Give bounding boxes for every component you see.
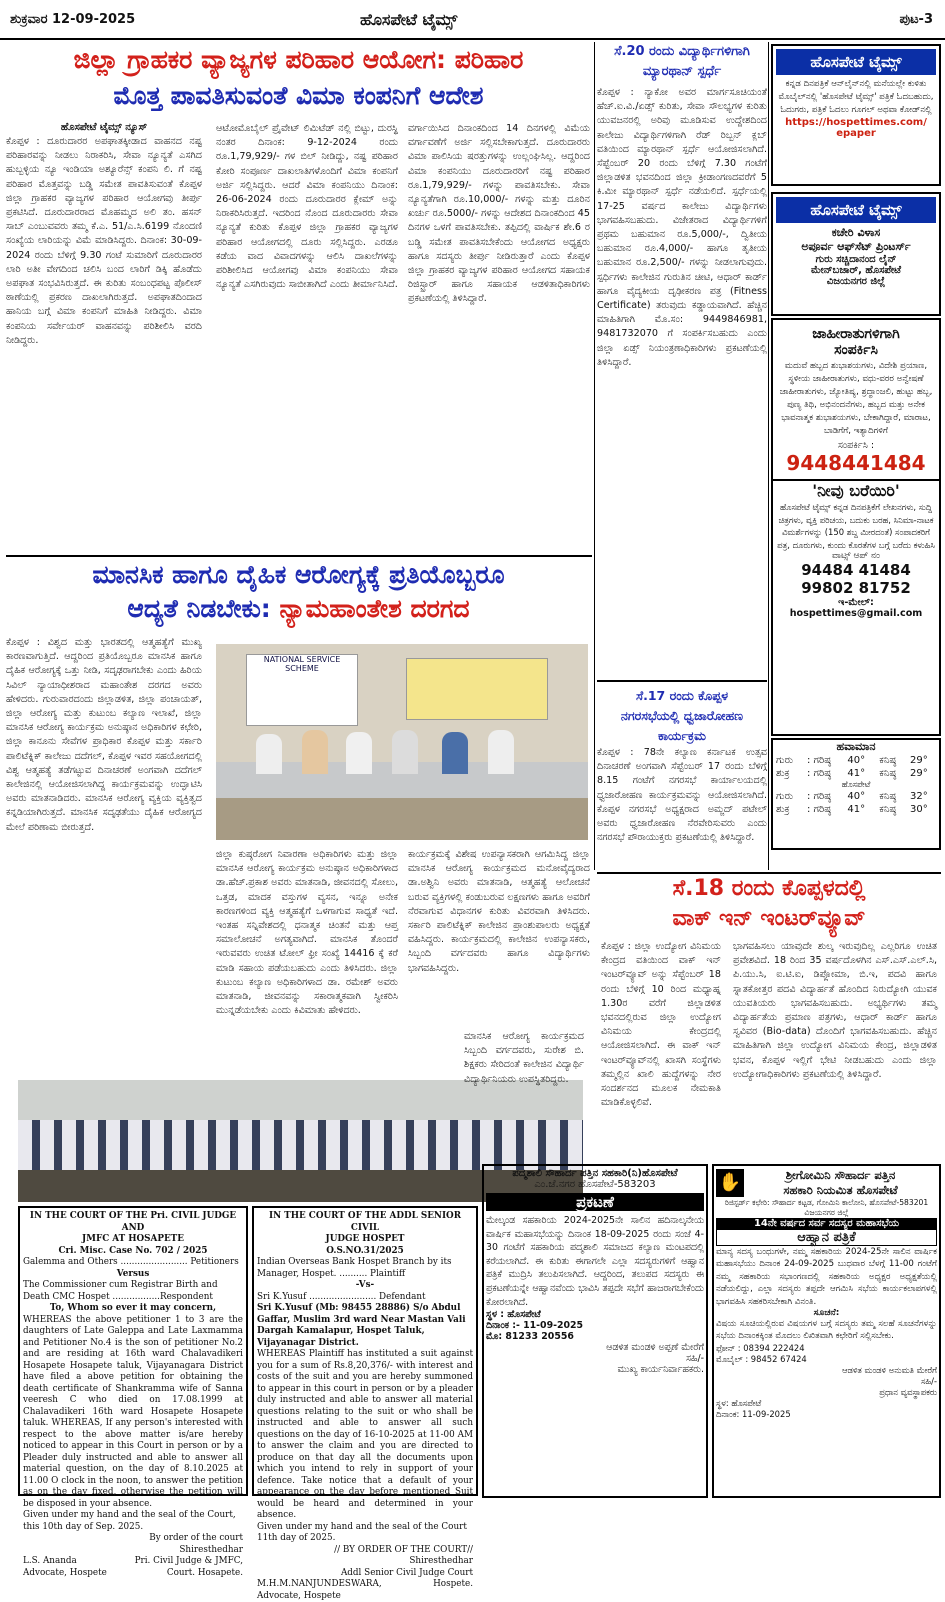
- article-headline-2: ನಗರಸಭೆಯಲ್ಲಿ ಧ್ವಜಾರೋಹಣ: [597, 706, 767, 726]
- paper-name: ಹೊಸಪೇಟೆ ಟೈಮ್ಸ್: [360, 10, 457, 30]
- office-address-2: ಮೇನ್‌ಬಜಾರ್, ಹೊಸಪೇಟೆ: [773, 265, 939, 276]
- notice-date: ದಿನಾಂಕ :- 11-09-2025: [486, 1320, 704, 1331]
- article-headline: ಸೆ.18 ರಂದು ಕೊಪ್ಪಳದಲ್ಲಿ: [597, 874, 941, 904]
- article-headline-2: ಮೊತ್ತ ಪಾವತಿಸುವಂತೆ ವಿಮಾ ಕಂಪನಿಗೆ ಆದೇಶ: [6, 78, 591, 114]
- weather-city: ಹೊಸಪೇಟೆ: [773, 780, 939, 790]
- article-headline-2: ಆದ್ಯತೆ ನಿಡಬೇಕು: ನ್ಯಾಮಹಾಂತೇಶ ದರಗದ: [6, 592, 591, 626]
- gomini-notice: [712, 1164, 941, 1498]
- weather-row: ಶುಕ್ರ : ಗರಿಷ್ಠ 41° ಕನಿಷ್ಠ 30°: [773, 803, 939, 816]
- phone-2: ಮೊಬೈಲ್ : 98452 67424: [716, 1354, 937, 1365]
- article-headline: ಸೆ.20 ರಂದು ವಿದ್ಯಾರ್ಥಿಗಳಿಗಾಗಿ: [597, 42, 767, 62]
- page-number: ಪುಟ-3: [899, 12, 933, 27]
- note-body: ವಿಷಯ ಸೂಚಿಯಲ್ಲಿರುವ ವಿಷಯಗಳ ಬಗ್ಗೆ ಸದಸ್ಯರು ತಮ್ಮ ಸಲಹೆ ಸೂಚನೆಗಳನ್ನು ಸಭೆಯ ದಿನಾಂಕಕ್ಕಿಂತ ಮೊದಲು ಲಿಖಿತವಾಗಿ ಕಛೇರಿಗೆ ಸಲ್ಲಿಸಬೇಕು.: [716, 1318, 937, 1343]
- officer: ಪ್ರಧಾನ ವ್ಯವಸ್ಥಾಪಕರು: [716, 1387, 937, 1398]
- article-column-2: ಭಾಗವಹಿಸಲು ಯಾವುದೇ ಶುಲ್ಕ ಇರುವುದಿಲ್ಲ ಎಲ್ಲರಿಗೂ ಉಚಿತ ಪ್ರವೇಶವಿದೆ. 18 ರಿಂದ 35 ವರ್ಷದೊಳಗಿನ ಎಸ್.ಎಸ್.ಎಲ್.ಸಿ, ಪಿ.ಯು.ಸಿ, ಐ.ಟಿ.ಐ, ಡಿಪ್ಲೋಮಾ, ಬಿ.ಇ, ಪದವಿ ಹಾಗೂ ಸ್ನಾತಕೋತ್ತರ ಪದವಿ ವಿದ್ಯಾರ್ಹತೆ ಹೊಂದಿದ ನಿರುದ್ಯೋಗಿ ಯುವಕ ಯುವತಿಯರು ಭಾಗವಹಿಸಬಹುದು. ಅಭ್ಯರ್ಥಿಗಳು ತಮ್ಮ ವಿದ್ಯಾರ್ಹತೆಯ ಪ್ರಮಾಣ ಪತ್ರಗಳು, ಆಧಾರ್ ಕಾರ್ಡ್ ಹಾಗೂ ಸ್ವವಿವರ (Bio-data) ದೊಂದಿಗೆ ಭಾಗವಹಿಸಬಹುದು. ಹೆಚ್ಚಿನ ಮಾಹಿತಿಗಾಗಿ ಜಿಲ್ಲಾ ಉದ್ಯೋಗ ವಿನಿಮಯ ಕೇಂದ್ರ, ಜಿಲ್ಲಾಡಳಿತ ಭವನ, ಕೊಪ್ಪಳ ಇಲ್ಲಿಗೆ ಭೇಟಿ ನೀಡಬಹುದು ಎಂದು ಜಿಲ್ಲಾ ಉದ್ಯೋಗಾಧಿಕಾರಿಗಳು ಪ್ರಕಟಣೆಯಲ್ಲಿ ತಿಳಿಸಿದ್ದಾರೆ.: [733, 940, 937, 1082]
- article-column-3: ಕಾರ್ಯಕ್ರಮಕ್ಕೆ ವಿಶೇಷ ಉಪನ್ಯಾಸಕರಾಗಿ ಆಗಮಿಸಿದ್ದ ಜಿಲ್ಲಾ ಮಾನಸಿಕ ಆರೋಗ್ಯ ಕಾರ್ಯಕ್ರಮದ ಮನೋವೈದ್ಯರಾದ ಡಾ.ಅಶ್ವಿನಿ ಅವರು ಮಾತನಾಡಿ, ಆತ್ಮಹತ್ಯೆ ಆಲೋಚನೆ ಬರುವ ವ್ಯಕ್ತಿಗಳಲ್ಲಿ ಕಂಡುಬರುವ ಲಕ್ಷಣಗಳು ಹಾಗೂ ಅವರಿಗೆ ನೆರವಾಗುವ ವಿಧಾನಗಳ ಕುರಿತು ವಿವರವಾಗಿ ತಿಳಿಸಿದರು. ಸರ್ಕಾರಿ ಪಾಲಿಟೆಕ್ನಿಕ್ ಕಾಲೇಜಿನ ಪ್ರಾಂಶುಪಾಲರು ಅಧ್ಯಕ್ಷತೆ ವಹಿಸಿದ್ದರು. ಕಾರ್ಯಕ್ರಮದಲ್ಲಿ ಕಾಲೇಜಿನ ಉಪನ್ಯಾಸಕರು, ಸಿಬ್ಬಂದಿ ವರ್ಗದವರು ಹಾಗೂ ವಿದ್ಯಾರ್ಥಿಗಳು ಭಾಗವಹಿಸಿದ್ದರು.: [408, 848, 590, 976]
- notice-body: ಮಾನ್ಯ ಸದಸ್ಯ ಬಂಧುಗಳೇ, ನಮ್ಮ ಸಹಕಾರಿಯ 2024-25ನೇ ಸಾಲಿನ ವಾರ್ಷಿಕ ಮಹಾಸಭೆಯು ದಿನಾಂಕ 24-09-2025 ಬುಧವಾರ ಬೆಳಗ್ಗೆ 11-00 ಗಂಟೆಗೆ ನಮ್ಮ ಸಹಕಾರಿಯ ಸಭಾಂಗಣದಲ್ಲಿ ಸಹಕಾರಿಯ ಅಧ್ಯಕ್ಷರ ಅಧ್ಯಕ್ಷತೆಯಲ್ಲಿ ನಡೆಯಲಿದ್ದು, ಎಲ್ಲಾ ಸದಸ್ಯರು ತಪ್ಪದೇ ಆಗಮಿಸಿ ಸಭೆಯ ಕಾರ್ಯಕಲಾಪಗಳಲ್ಲಿ ಭಾಗವಹಿಸಿ ಸಹಕರಿಸಬೇಕಾಗಿ ವಿನಂತಿ.: [716, 1246, 937, 1308]
- signature-row: L.S. Ananda Pri. Civil Judge & JMFC,: [23, 1556, 243, 1568]
- weather-row: ಗುರು : ಗರಿಷ್ಠ 40° ಕನಿಷ್ಠ 29°: [773, 754, 939, 767]
- signer: Shiresthedhar: [23, 1545, 243, 1557]
- bank-name: ಪದ್ಮಶಾಲಿ ಸೌಹಾರ್ದ ಪತ್ತಿನ ಸಹಕಾರಿ(ನಿ)ಹೊಸಪೇಟೆ: [486, 1168, 704, 1179]
- signature: ಸಹಿ/-: [486, 1353, 704, 1364]
- note-title: ಸೂಚನೆ:: [716, 1308, 937, 1318]
- flag-hoisting-article: [597, 680, 767, 868]
- consumer-court-article: [6, 42, 591, 554]
- bank-header: [716, 1168, 937, 1198]
- office-box: [771, 192, 941, 316]
- phone-number: 9448441484: [773, 451, 939, 475]
- versus: -Vs-: [257, 1280, 473, 1292]
- weather-title: ಹವಾಮಾನ: [773, 740, 939, 754]
- office-name: ಅಪೂರ್ವ ಆಫ್‌ಸೆಟ್ ಪ್ರಿಂಟರ್ಸ್: [773, 240, 939, 254]
- article-headline: ಸೆ.17 ರಂದು ಕೊಪ್ಪಳ: [597, 686, 767, 706]
- banner-2: [406, 658, 548, 720]
- signer-title: Addl Senior Civil Judge Court: [257, 1568, 473, 1580]
- signature-row-2: Advocate, Hospete Court. Hosapete.: [23, 1568, 243, 1580]
- notice-body: WHEREAS Plaintiff has instituted a suit against you for a sum of Rs.8,20,376/- with interest and costs of the suit and you are hereby summoned to appear in this court in person or by a pleader duly instructed and able to answer all material questions relating to the suit or who shall be instructed and able to answer all such questions on the day of 16-10-2025 at 11-00 AM to answer the claim and you are directed to produce on that day all the documents upon which you intend to rely in support of your defence. Take notice that a default of your appearance on the day before mentioned Suit would be heard and determined in your absence.: [257, 1349, 473, 1522]
- signature: ಸಹಿ/-: [716, 1376, 937, 1387]
- weather-table-2: [773, 790, 939, 816]
- ads-title-2: ಸಂಪರ್ಕಿಸಿ: [773, 342, 939, 358]
- court-notice-1: [18, 1206, 248, 1496]
- brand-text: ಕನ್ನಡ ದಿನಪತ್ರಿಕೆ ಆನ್‌ಲೈನ್‌ನಲ್ಲಿ ಮನೆಯಲ್ಲೇ ಕುಳಿತು ಮೊಬೈಲ್‌ನಲ್ಲಿ 'ಹೊಸಪೇಟೆ ಟೈಮ್ಸ್' ಪತ್ರಿಕೆ ಓದಬಹುದು, ಓದುಗರು, ಪತ್ರಿಕೆ ಓದಲು ಗೂಗಲ್ ಅಥವಾ ಕೋಡ್‌ನಲ್ಲಿ: [773, 78, 939, 117]
- article-headline-2: ವಾಕ್ ಇನ್ ಇಂಟರ್‌ವ್ಯೂವ್: [597, 904, 941, 934]
- brand-title: ಹೊಸಪೇಟೆ ಟೈಮ್ಸ್: [776, 49, 936, 75]
- epaper-link-suffix[interactable]: epaper: [773, 128, 939, 139]
- article-body: ಕೊಪ್ಪಳ : 78ನೇ ಕಲ್ಯಾಣ ಕರ್ನಾಟಕ ಉತ್ಸವ ದಿನಾಚರಣೆ ಅಂಗವಾಗಿ ಸೆಪ್ಟೆಂಬರ್ 17 ರಂದು ಬೆಳಿಗ್ಗೆ 8.15 ಗಂಟೆಗೆ ನಗರಸಭೆ ಕಾರ್ಯಾಲಯದಲ್ಲಿ ಧ್ವಜಾರೋಹಣ ಕಾರ್ಯಕ್ರಮವನ್ನು ಆಯೋಜಿಸಲಾಗಿದೆ. ಕೊಪ್ಪಳ ನಗರಸಭೆ ಅಧ್ಯಕ್ಷರಾದ ಅಮ್ಜದ್ ಪಟೇಲ್ ಅವರು ಧ್ವಜಾರೋಹಣ ನೆರವೇರಿಸುವರು ಎಂದು ನಗರಸಭೆ ಪೌರಾಯುಕ್ತರು ಪ್ರಕಟಣೆಯಲ್ಲಿ ತಿಳಿಸಿದ್ದಾರೆ.: [597, 746, 767, 845]
- notice-place: ಸ್ಥಳ : ಹೊಸಪೇಟೆ: [486, 1309, 704, 1320]
- plaintiff: Indian Overseas Bank Hospet Branch by its Manager, Hospet. .......... Plaintiff: [257, 1257, 473, 1280]
- padmashali-notice: [482, 1164, 708, 1498]
- email-row: ಇ-ಮೇಲ್: hospettimes@gmail.com: [773, 597, 939, 619]
- respondent: The Commissioner cum Registrar Birth and Death CMC Hospet .................Respondent: [23, 1280, 243, 1303]
- article-headline: ಜಿಲ್ಲಾ ಗ್ರಾಹಕರ ವ್ಯಾಜ್ಯಗಳ ಪರಿಹಾರ ಆಯೋಗ: ಪರಿಹಾರ: [6, 42, 591, 78]
- phone-number-2: 94484 41484: [773, 561, 939, 579]
- contact-label: ಸಂಪರ್ಕಿಸಿ :: [773, 440, 939, 451]
- article-headline: ಮಾನಸಿಕ ಹಾಗೂ ದೈಹಿಕ ಆರೋಗ್ಯಕ್ಕೆ ಪ್ರತಿಯೊಬ್ಬರೂ: [6, 558, 591, 592]
- given-line: Given under my hand and the seal of the Court 11th day of 2025.: [257, 1522, 473, 1545]
- article-headline-2: ಮ್ಯಾರಥಾನ್ ಸ್ಪರ್ಧೆ: [597, 62, 767, 82]
- invite-title: ಆಹ್ವಾನ ಪತ್ರಿಕೆ: [716, 1229, 937, 1246]
- by-order: // BY ORDER OF THE COURT//: [257, 1545, 473, 1557]
- defendant-address: Sri K.Yusuf (Mb: 98455 28886) S/o Abdul Gaffar, Muslim 3rd ward Near Mastan Vali Dargah Kamalapur, Hospet Taluk, Vijayanagar District.: [257, 1303, 473, 1349]
- court-title: IN THE COURT OF THE ADDL SENIOR CIVIL: [257, 1211, 473, 1234]
- epaper-link[interactable]: https://hospettimes.com/: [773, 117, 939, 128]
- advocate-place: Advocate, Hospete: [257, 1591, 473, 1602]
- write-title: 'ನೀವು ಬರೆಯಿರಿ': [773, 479, 939, 501]
- mental-health-article: [6, 558, 591, 1070]
- email-link[interactable]: hospettimes@gmail.com: [790, 608, 923, 619]
- case-number: Cri. Misc. Case No. 702 / 2025: [23, 1246, 243, 1258]
- column-rule: [768, 42, 769, 870]
- notice-place: ಸ್ಥಳ: ಹೊಸಪೇಟೆ: [716, 1398, 937, 1409]
- page-header: [0, 0, 945, 40]
- article-headline-3: ಕಾರ್ಯಕ್ರಮ: [597, 726, 767, 746]
- board-line: ಆಡಳಿತ ಮಂಡಳಿ ಅನುಮತಿ ಮೇರೆಗೆ: [716, 1365, 937, 1376]
- notice-body: ಮೇಲ್ಕಂಡ ಸಹಕಾರಿಯ 2024-2025ನೇ ಸಾಲಿನ ಹದಿನಾಲ್ಕನೇಯ ವಾರ್ಷಿಕ ಮಹಾಸಭೆಯನ್ನು ದಿನಾಂಕ 18-09-2025 ರಂದು ಸಂಜೆ 4-30 ಗಂಟೆಗೆ ಸಹಕಾರಿಯ ಪದ್ಮಶಾಲಿ ಸಮಾಜದ ಕಲ್ಯಾಣ ಮಂಟಪದಲ್ಲಿ ಕರೆಯಲಾಗಿದೆ. ಈ ಕುರಿತು ಈಗಾಗಲೇ ಎಲ್ಲಾ ಸದಸ್ಯರುಗಳಿಗೆ ಆಹ್ವಾನ ಪತ್ರಿಕೆ ಮುದ್ರಿಸಿ ತಲುಪಿಸಲಾಗಿದೆ. ಆದ್ದರಿಂದ, ತಲುಪದ ಸದಸ್ಯರು ಈ ಪ್ರಕಟಣೆಯನ್ನೇ ಆಹ್ವಾನವೆಂದು ಭಾವಿಸಿ ತಪ್ಪದೇ ಸಭೆಗೆ ಹಾಜರಾಗಬೇಕೆಂದು ಕೋರಲಾಗಿದೆ.: [486, 1214, 704, 1309]
- person-4: [392, 730, 418, 774]
- column-rule: [594, 42, 595, 870]
- office-title: ಹೊಸಪೇಟೆ ಟೈಮ್ಸ್: [776, 197, 936, 223]
- ads-title: ಜಾಹೀರಾತುಗಳಿಗಾಗಿ: [773, 326, 939, 342]
- article-column-2: ಆಟೋಮೊಬೈಲ್ ಪ್ರೈವೇಟ್ ಲಿಮಿಟೆಡ್ ನಲ್ಲಿ ಬಿಟ್ಟು, ದುರಸ್ಥಿ ನಂತರ ದಿನಾಂಕ: 9-12-2024 ರಂದು ರೂ.1,79,929/- ಗಳ ಬಿಲ್ ನೀಡಿದ್ದು, ನಷ್ಟ ಪರಿಹಾರ ಕೋರಿ ಸಂಪೂರ್ಣ ದಾಖಲಾತಿಗಳೊಂದಿಗೆ ವಿಮಾ ಕಂಪನಿಗೆ ಅರ್ಜಿ ಸಲ್ಲಿಸಿದ್ದರು. ಆದರೆ ವಿಮಾ ಕಂಪನಿಯು ದಿನಾಂಕ: 26-06-2024 ರಂದು ದೂರುದಾರರ ಕ್ಲೇಮ್ ಅನ್ನು ನಿರಾಕರಿಸಿರುತ್ತದೆ. ಇದರಿಂದ ನೊಂದ ದೂರುದಾರರು ಸೇವಾ ನ್ಯೂನ್ಯತೆ ಕುರಿತು ಕೊಪ್ಪಳ ಜಿಲ್ಲಾ ಗ್ರಾಹಕರ ವ್ಯಾಜ್ಯಗಳ ಪರಿಹಾರ ಆಯೋಗದಲ್ಲಿ ದೂರು ಸಲ್ಲಿಸಿದ್ದರು. ಎರಡೂ ಕಡೆಯ ವಾದ ವಿವಾದಗಳನ್ನು ಆಲಿಸಿ ದಾಖಲೆಗಳನ್ನು ಪರಿಶೀಲಿಸಿದ ಆಯೋಗವು ವಿಮಾ ಕಂಪನಿಯು ಸೇವಾ ನ್ಯೂನ್ಯತೆ ಎಸಗಿರುವುದು ಸಾಬೀತಾಗಿದೆ ಎಂದು ತೀರ್ಮಾನಿಸಿದೆ.: [216, 122, 398, 292]
- office-address-3: ವಿಜಯನಗರ ಜಿಲ್ಲೆ: [773, 276, 939, 287]
- bank-name: ಶ್ರೀಗೋಮಿನಿ ಸೌಹಾರ್ದ ಪತ್ತಿನ: [744, 1168, 937, 1183]
- meeting-title: 14ನೇ ವರ್ಷದ ಸರ್ವ ಸದಸ್ಯರ ಮಹಾಸಭೆಯ: [716, 1218, 937, 1229]
- article-column-2: ಜಿಲ್ಲಾ ಕುಷ್ಠರೋಗ ನಿವಾರಣಾ ಅಧಿಕಾರಿಗಳು ಮತ್ತು ಜಿಲ್ಲಾ ಮಾನಸಿಕ ಆರೋಗ್ಯ ಕಾರ್ಯಕ್ರಮ ಅನುಷ್ಠಾನ ಅಧಿಕಾರಿಗಳಾದ ಡಾ.ಹೆಚ್.ಪ್ರಕಾಶ ಅವರು ಮಾತನಾಡಿ, ಜೀವನದಲ್ಲಿ ಸೋಲು, ಒತ್ತಡ, ಮಾದಕ ವಸ್ತುಗಳ ವ್ಯಸನ, ಇನ್ನೂ ಅನೇಕ ಕಾರಣಗಳಿಂದ ವ್ಯಕ್ತಿ ಆತ್ಮಹತ್ಯೆಗೆ ಒಳಗಾಗುವ ಸಾಧ್ಯತೆ ಇದೆ. ಇಂತಹ ಸನ್ನಿವೇಶದಲ್ಲಿ ಧನಾತ್ಮಕ ಚಿಂತನೆ ಮತ್ತು ಆಪ್ತ ಸಮಾಲೋಚನೆ ಅಗತ್ಯವಾಗಿದೆ. ಮಾನಸಿಕ ತೊಂದರೆ ಇರುವವರು ಉಚಿತ ಟೋಲ್ ಫ್ರೀ ಸಂಖ್ಯೆ 14416 ಕ್ಕೆ ಕರೆ ಮಾಡಿ ಸಹಾಯ ಪಡೆಯಬಹುದು ಎಂದು ತಿಳಿಸಿದರು. ಜಿಲ್ಲಾ ಕುಟುಂಬ ಕಲ್ಯಾಣ ಅಧಿಕಾರಿಗಳಾದ ಡಾ. ರಮೇಶ್ ಅವರು ಮಾತನಾಡಿ, ಜೀವನವನ್ನು ಸಕಾರಾತ್ಮಕವಾಗಿ ಸ್ವೀಕರಿಸಿ ಮುನ್ನಡೆಯಬೇಕು ಎಂದು ಕಿವಿಮಾತು ಹೇಳಿದರು.: [216, 848, 398, 1018]
- person-6: [488, 730, 514, 774]
- case-number: O.S.NO.31/2025: [257, 1246, 473, 1258]
- weather-table: [773, 754, 939, 780]
- court-title-2: JUDGE HOSPET: [257, 1234, 473, 1246]
- event-photo: [216, 644, 588, 840]
- bank-address: ಎಂ.ಜೆ.ನಗರ ಹೊಸಪೇಟೆ-583203: [486, 1179, 704, 1190]
- court-notice-2: [252, 1206, 478, 1496]
- byline: ಹೊಸಪೇಟೆ ಟೈಮ್ಸ್ ನ್ಯೂಸ್: [6, 122, 202, 133]
- write-text: ಹೊಸಪೇಟೆ ಟೈಮ್ಸ್ ಕನ್ನಡ ದಿನಪತ್ರಿಕೆಗೆ ಲೇಖನಗಳು, ಸುದ್ದಿ ಚಿತ್ರಗಳು, ವ್ಯಕ್ತಿ ಪರಿಚಯ, ಬದುಕು ಬರಹ, ಸಿನಿಮಾ-ನಾಟಕ ವಿಮರ್ಶೆಗಳನ್ನು (150 ಶಬ್ದ ಮೀರದಂತೆ) ಸಂಪಾದಕರಿಗೆ ಪತ್ರ, ದೂರುಗಳು, ಕುಂದು ಕೊರತೆಗಳ ಬಗ್ಗೆ ಬರೆದು ಕಳುಹಿಸಿ: [773, 501, 939, 551]
- weather-row: ಗುರು : ಗರಿಷ್ಠ 40° ಕನಿಷ್ಠ 32°: [773, 790, 939, 803]
- brand-box: [771, 44, 941, 186]
- weather-row: ಶುಕ್ರ : ಗರಿಷ್ಠ 41° ಕನಿಷ್ಠ 29°: [773, 767, 939, 780]
- given-line: Given under my hand and the seal of the Court, this 10th day of Sep. 2025.: [23, 1510, 243, 1533]
- signer: Shiresthedhar: [257, 1556, 473, 1568]
- person-1: [256, 734, 282, 774]
- to-line: To, Whom so ever it may concern,: [23, 1303, 243, 1315]
- notice-date: ದಿನಾಂಕ: 11-09-2025: [716, 1409, 937, 1420]
- issue-date: ಶುಕ್ರವಾರ 12-09-2025: [10, 12, 135, 27]
- office-address-1: ಗುರು ಸಚ್ಚಿದಾನಂದ ಲೈನ್: [773, 254, 939, 265]
- article-body: ಕೊಪ್ಪಳ : ನ್ಯಾಕೋ ಅವರ ಮಾರ್ಗಸೂಚಿಯಂತೆ ಹೆಚ್.ಐ.ವಿ./ಏಡ್ಸ್ ಕುರಿತು, ಸೇವಾ ಸೌಲಭ್ಯಗಳ ಕುರಿತು ಯುವಜನರಲ್ಲಿ ಅರಿವು ಮೂಡಿಸುವ ಉದ್ದೇಶದಿಂದ ಕಾಲೇಜು ವಿದ್ಯಾರ್ಥಿಗಳಿಗಾಗಿ ರೆಡ್ ರಿಬ್ಬನ್ ಕ್ಲಬ್ ವತಿಯಿಂದ ಮ್ಯಾರಥಾನ್ ಸ್ಪರ್ಧೆ ಆಯೋಜಿಸಲಾಗಿದೆ. ಸೆಪ್ಟೆಂಬರ್ 20 ರಂದು ಬೆಳಿಗ್ಗೆ 7.30 ಗಂಟೆಗೆ ಜಿಲ್ಲಾಡಳಿತ ಭವನದಿಂದ ಜಿಲ್ಲಾ ಕ್ರೀಡಾಂಗಣದವರೆಗೆ 5 ಕಿ.ಮೀ ಮ್ಯಾರಥಾನ್ ಸ್ಪರ್ಧೆ ನಡೆಯಲಿದೆ. ಸ್ಪರ್ಧೆಯಲ್ಲಿ 17-25 ವರ್ಷದ ಕಾಲೇಜು ವಿದ್ಯಾರ್ಥಿಗಳು ಭಾಗವಹಿಸಬಹುದು. ವಿಜೇತರಾದ ವಿದ್ಯಾರ್ಥಿಗಳಿಗೆ ಪ್ರಥಮ ಬಹುಮಾನ ರೂ.5,000/-, ದ್ವಿತೀಯ ಬಹುಮಾನ ರೂ.4,000/- ಹಾಗೂ ತೃತೀಯ ಬಹುಮಾನ ರೂ.2,500/- ಗಳನ್ನು ನೀಡಲಾಗುವುದು. ಸ್ಪರ್ಧಿಗಳು ಕಾಲೇಜಿನ ಗುರುತಿನ ಚೀಟಿ, ಆಧಾರ್ ಕಾರ್ಡ್ ಹಾಗೂ ವೈದ್ಯಕೀಯ ದೃಢೀಕರಣ ಪತ್ರ (Fitness Certificate) ತರುವುದು ಕಡ್ಡಾಯವಾಗಿದೆ. ಹೆಚ್ಚಿನ ಮಾಹಿತಿಗಾಗಿ ಮೊ.ಸಂ: 9449846981, 9481732070 ಗೆ ಸಂಪರ್ಕಿಸಬಹುದು ಎಂದು ಜಿಲ್ಲಾ ಏಡ್ಸ್ ನಿಯಂತ್ರಣಾಧಿಕಾರಿಗಳು ಪ್ರಕಟಣೆಯಲ್ಲಿ ತಿಳಿಸಿದ್ದಾರೆ.: [597, 86, 767, 370]
- whatsapp-label: ವಾಟ್ಸ್ ಆಪ್ ನಂ: [773, 551, 939, 561]
- notice-phone: ಮೊ: 81233 20556: [486, 1331, 704, 1342]
- office-label: ಕಚೇರಿ ವಿಳಾಸ: [773, 226, 939, 240]
- handshake-icon: ✋: [716, 1169, 744, 1197]
- notice-title: ಪ್ರಕಟಣೆ: [486, 1193, 704, 1211]
- article-column-1: ಕೊಪ್ಪಳ : ದೂರುದಾರರ ಅಪಘಾತಕ್ಕೀಡಾದ ವಾಹನದ ನಷ್ಟ ಪರಿಹಾರವನ್ನು ನೀಡಲು ನಿರಾಕರಿಸಿ, ಸೇವಾ ನ್ಯೂನ್ಯತೆ ಎಸಗಿದ ಹುಬ್ಬಳ್ಳಿಯ ನ್ಯೂ ಇಂಡಿಯಾ ಅಶ್ಯೂರೆನ್ಸ್ ಕಂಪನಿ ಲಿ. ಗೆ ನಷ್ಟ ಪರಿಹಾರ ಮೊತ್ತವನ್ನು ಬಡ್ಡಿ ಸಮೇತ ಪಾವತಿಸುವಂತೆ ಕೊಪ್ಪಳ ಜಿಲ್ಲಾ ಗ್ರಾಹಕರ ವ್ಯಾಜ್ಯಗಳ ಪರಿಹಾರ ಆಯೋಗವು ತೀರ್ಪು ಪ್ರಕಟಿಸಿದೆ. ದೂರುದಾರರಾದ ಮೊಹಮ್ಮದ ಅಲಿ ತಂ. ಹಸನ್ ಸಾಬ್ ಎಂಬುವವರು ತಮ್ಮ ಕೆ.ಎ. 51/ಎ.ಸಿ.6199 ನೊಂದಣಿ ಸಂಖ್ಯೆಯ ಲಾರಿಯನ್ನು ವಿಮೆ ಮಾಡಿಸಿದ್ದರು. ದಿನಾಂಕ: 30-09-2024 ರಂದು ಬೆಳಿಗ್ಗೆ 9.30 ಗಂಟೆ ಸುಮಾರಿಗೆ ದೂರುದಾರರ ಲಾರಿ ಅತೀ ವೇಗದಿಂದ ಚಲಿಸಿ ಬಂದ ಲಾರಿಗೆ ಡಿಕ್ಕಿ ಹೊಡೆದು ಅಪಘಾತ ಸಂಭವಿಸಿರುತ್ತದೆ. ಈ ಕುರಿತು ಸಂಬಂಧಪಟ್ಟ ಪೊಲೀಸ್ ಠಾಣೆಯಲ್ಲಿ ಪ್ರಕರಣ ದಾಖಲಾಗಿರುತ್ತದೆ. ಅಪಘಾತದಿಂದಾದ ಹಾನಿಯ ಬಗ್ಗೆ ವಿಮಾ ಕಂಪನಿಗೆ ಮಾಹಿತಿ ನೀಡಿದ್ದರು. ವಿಮಾ ಕಂಪನಿಯ ಸರ್ವೇಯರ್ ವಾಹನವನ್ನು ಪರಿಶೀಲಿಸಿ ವರದಿ ನೀಡಿದ್ದರು.: [6, 135, 202, 348]
- section-rule: [6, 555, 592, 557]
- floor: [216, 798, 588, 840]
- phone-number-3: 99802 81752: [773, 579, 939, 597]
- article-column-4: ಮಾನಸಿಕ ಆರೋಗ್ಯ ಕಾರ್ಯಕ್ರಮದ ಸಿಬ್ಬಂದಿ ವರ್ಗದವರು, ಸುರೇಶ ಬಿ. ಶಿಕ್ಷಕರು ಸೇರಿದಂತೆ ಕಾಲೇಜಿನ ವಿದ್ಯಾರ್ಥಿ ವಿದ್ಯಾರ್ಥಿನಿಯರು ಉಪಸ್ಥಿತರಿದ್ದರು.: [464, 1030, 584, 1087]
- board-line: ಆಡಳಿತ ಮಂಡಳಿ ಅಪ್ಪಣೆ ಮೇರೆಗೆ: [486, 1342, 704, 1353]
- article-column-1: ಕೊಪ್ಪಳ : ಜಿಲ್ಲಾ ಉದ್ಯೋಗ ವಿನಿಮಯ ಕೇಂದ್ರದ ವತಿಯಿಂದ ವಾಕ್ ಇನ್ ಇಂಟರ್‌ವ್ಯೂವ್ ಅನ್ನು ಸೆಪ್ಟೆಂಬರ್ 18 ರಂದು ಬೆಳಿಗ್ಗೆ 10 ರಿಂದ ಮಧ್ಯಾಹ್ನ 1.30ರ ವರೆಗೆ ಜಿಲ್ಲಾಡಳಿತ ಭವನದಲ್ಲಿರುವ ಜಿಲ್ಲಾ ಉದ್ಯೋಗ ವಿನಿಮಯ ಕೇಂದ್ರದಲ್ಲಿ ಆಯೋಜಿಸಲಾಗಿದೆ. ಈ ವಾಕ್ ಇನ್ ಇಂಟರ್‌ವ್ಯೂವ್‌ನಲ್ಲಿ ಖಾಸಗಿ ಸಂಸ್ಥೆಗಳು ತಮ್ಮಲ್ಲಿನ ಖಾಲಿ ಹುದ್ದೆಗಳನ್ನು ನೇರ ಸಂದರ್ಶನದ ಮೂಲಕ ನೇಮಕಾತಿ ಮಾಡಿಕೊಳ್ಳಲಿವೆ.: [601, 940, 721, 1110]
- article-column-3: ವರ್ಗಾಯಿಸಿದ ದಿನಾಂಕದಿಂದ 14 ದಿನಗಳಲ್ಲಿ ವಿಮೆಯ ವರ್ಗಾವಣೆಗೆ ಅರ್ಜಿ ಸಲ್ಲಿಸಬೇಕಾಗುತ್ತದೆ. ದೂರುದಾರರು ವಿಮಾ ಪಾಲಿಸಿಯ ಷರತ್ತುಗಳನ್ನು ಉಲ್ಲಂಘಿಸಿಲ್ಲ. ಆದ್ದರಿಂದ ವಿಮಾ ಕಂಪನಿಯು ದೂರುದಾರರಿಗೆ ನಷ್ಟ ಪರಿಹಾರ ರೂ.1,79,929/- ಗಳನ್ನು ಪಾವತಿಸಬೇಕು. ಸೇವಾ ನ್ಯೂನ್ಯತೆಗಾಗಿ ರೂ.10,000/- ಗಳನ್ನು ಮತ್ತು ದೂರಿನ ಖರ್ಚು ರೂ.5000/- ಗಳನ್ನು ಆದೇಶದ ದಿನಾಂಕದಿಂದ 45 ದಿನಗಳ ಒಳಗೆ ಪಾವತಿಸಬೇಕು. ತಪ್ಪಿದಲ್ಲಿ ವಾರ್ಷಿಕ ಶೇ.6 ರ ಬಡ್ಡಿ ಸಮೇತ ಪಾವತಿಸಬೇಕೆಂದು ಆಯೋಗದ ಅಧ್ಯಕ್ಷರು ಹಾಗೂ ಸದಸ್ಯರು ತೀರ್ಪು ನೀಡಿರುತ್ತಾರೆ ಎಂದು ಕೊಪ್ಪಳ ಜಿಲ್ಲಾ ಗ್ರಾಹಕರ ವ್ಯಾಜ್ಯಗಳ ಪರಿಹಾರ ಆಯೋಗದ ಸಹಾಯಕ ರಿಜಿಸ್ಟ್ರಾರ್ ಹಾಗೂ ಸಹಾಯಕ ಆಡಳಿತಾಧಿಕಾರಿಗಳು ಪ್ರಕಟಣೆಯಲ್ಲಿ ತಿಳಿಸಿದ್ದಾರೆ.: [408, 122, 590, 307]
- court-title: IN THE COURT OF THE Pri. CIVIL JUDGE AND: [23, 1211, 243, 1234]
- notice-body: WHEREAS the above petitioner 1 to 3 are the daughters of Late Galeppa and Late Laxmamma and Petitioner No.4 is the son of petitioner No.2 and are residing at 16th ward Chalavadikeri Hosapete Hosapete taluk, Vijayanagara District have filed a above petition for obtaining the death certificate of Shankramma wife of Sanna veeresh C who died on 17.08.1999 at Chalavadikeri 16th ward Hosapete Hosapete taluk. WHEREAS, If any person's interested with respect to the above matter is/are hereby noticed to appear in this Court in person or by a Pleader duly instructed and able to answer all material question, on the day of 8.10.2025 at 11.00 O clock in the noon, to answer the petition as on the day fixed, otherwise the petition will be disposed in your absence.: [23, 1315, 243, 1511]
- bank-address: ರಿಜಿಸ್ಟರ್ಡ್ ಕಛೇರಿ: ಸೌಹಾರ್ದ ಕಟ್ಟಡ, ಗೋಮಿನಿ ಕಾಲೋನಿ, ಹೊಸಪೇಟೆ-583201 ವಿಜಯನಗರ ಜಿಲ್ಲೆ: [716, 1198, 937, 1218]
- court-title-2: JMFC AT HOSAPETE: [23, 1234, 243, 1246]
- weather-box: [771, 738, 941, 850]
- article-column-1: ಕೊಪ್ಪಳ : ವಿಶ್ವದ ಮತ್ತು ಭಾರತದಲ್ಲಿ ಆತ್ಮಹತ್ಯೆಗೆ ಮುಖ್ಯ ಕಾರಣವಾಗುತ್ತಿದೆ. ಆದ್ದರಿಂದ ಪ್ರತಿಯೊಬ್ಬರೂ ಮಾನಸಿಕ ಹಾಗೂ ದೈಹಿಕ ಆರೋಗ್ಯಕ್ಕೆ ಒತ್ತು ನೀಡಿ, ಸದೃಢರಾಗಬೇಕು ಎಂದು ಹಿರಿಯ ಸಿವಿಲ್ ನ್ಯಾಯಾಧೀಶರಾದ ಮಹಾಂತೇಶ ದರಗದ ಅವರು ಹೇಳಿದರು. ಗುರುವಾರದಂದು ಜಿಲ್ಲಾಡಳಿತ, ಜಿಲ್ಲಾ ಪಂಚಾಯತ್, ಜಿಲ್ಲಾ ಆರೋಗ್ಯ ಮತ್ತು ಕುಟುಂಬ ಕಲ್ಯಾಣ ಇಲಾಖೆ, ಜಿಲ್ಲಾ ಮಾನಸಿಕ ಆರೋಗ್ಯ ಕಾರ್ಯಕ್ರಮ ಅನುಷ್ಠಾನ ಅಧಿಕಾರಿಗಳ ಕಛೇರಿ, ಜಿಲ್ಲಾ ಕಾನೂನು ಸೇವೆಗಳ ಪ್ರಾಧಿಕಾರ ಕೊಪ್ಪಳ ಮತ್ತು ಸರ್ಕಾರಿ ಪಾಲಿಟೆಕ್ನಿಕ್ ಕಾಲೇಜು ದದೆಗಲ್, ಕೊಪ್ಪಳ ಇವರ ಸಹಯೋಗದಲ್ಲಿ ವಿಶ್ವ ಆತ್ಮಹತ್ಯೆ ತಡೆಗಟ್ಟುವ ದಿನಾಚರಣೆ ಅಂಗವಾಗಿ ದದೆಗಲ್ ಕಾಲೇಜಿನಲ್ಲಿ ಆಯೋಜಿಸಲಾಗಿದ್ದ ಕಾರ್ಯಕ್ರಮವನ್ನು ಉದ್ಘಾಟಿಸಿ ಅವರು ಮಾತನಾಡಿದರು. ಮಾನಸಿಕ ಆರೋಗ್ಯ ವ್ಯಕ್ತಿಯ ವ್ಯಕ್ತಿತ್ವದ ಕನ್ನಡಿಯಾಗಿರುತ್ತದೆ. ಮಾನಸಿಕ ಸದೃಢತೆಯು ದೈಹಿಕ ಆರೋಗ್ಯದ ಮೇಲೆ ಪರಿಣಾಮ ಬೀರುತ್ತದೆ.: [6, 636, 202, 835]
- phone-1: ಫೋನ್ : 08394 222424: [716, 1343, 937, 1354]
- person-3: [346, 732, 372, 774]
- bank-name-2: ಸಹಕಾರಿ ನಿಯಮಿತ ಹೊಸಪೇಟೆ: [744, 1183, 937, 1198]
- students-rows: [18, 1120, 583, 1170]
- defendant: Sri K.Yusuf ........................ Defendant: [257, 1292, 473, 1304]
- signature-row: M.H.M.NANJUNDESWARA, Hospete.: [257, 1579, 473, 1591]
- person-5: [442, 732, 468, 774]
- ads-text: ಮದುವೆ ಹಬ್ಬದ ಶುಭಾಶಯಗಳು, ವಿದೇಶಿ ಪ್ರಯಾಣ, ಸ್ಥಳೀಯ ಜಾಹೀರಾತುಗಳು, ವಧು-ವರರ ಅನ್ವೇಷಣೆ ಜಾಹೀರಾತುಗಳು, ಜ್ಯೋತಿಷ್ಯ, ಶ್ರದ್ಧಾಂಜಲಿ, ಹುಟ್ಟು ಹಬ್ಬ, ಪುಣ್ಯ ತಿಥಿ, ಅಭಿನಂದನೆಗಳು, ಹಬ್ಬದ ಮತ್ತು ಅನೇಕ ಭಾವನಾತ್ಮಕ ಶುಭಾಶಯಗಳು, ಬೇಕಾಗಿದ್ದಾರೆ, ಮಾರಾಟ, ಬಾಡಿಗೆಗೆ, ಇತ್ಯಾದಿಗಳಿಗೆ: [773, 358, 939, 440]
- banner-1: NATIONAL SERVICE SCHEME: [246, 654, 358, 726]
- versus: Versus: [23, 1269, 243, 1281]
- person-2: [302, 730, 328, 774]
- ads-box: [771, 318, 941, 736]
- by-order: By order of the court: [23, 1533, 243, 1545]
- marathon-article: [597, 42, 767, 674]
- officer: ಮುಖ್ಯ ಕಾರ್ಯನಿರ್ವಾಹಕರು.: [486, 1364, 704, 1375]
- petitioners: Galemma and Others ........................ Petitioners: [23, 1257, 243, 1269]
- walkin-interview-article: [597, 872, 941, 1162]
